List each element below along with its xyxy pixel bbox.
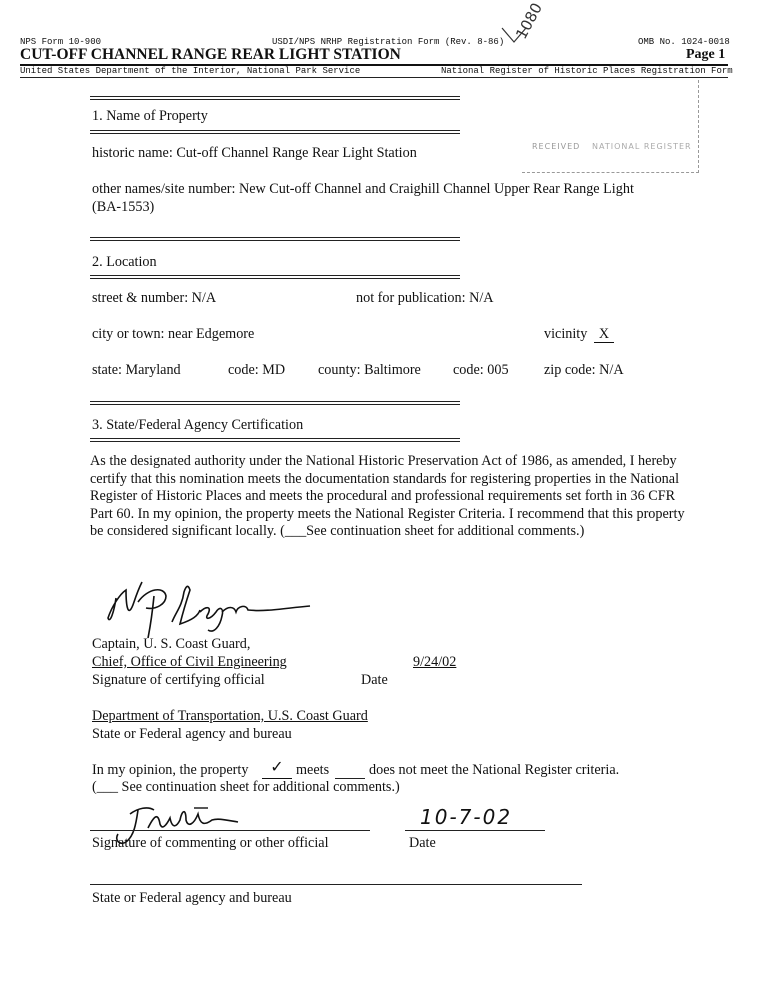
opinion-prefix: In my opinion, the property bbox=[92, 762, 249, 778]
stamp-line-1: RECEIVED bbox=[532, 142, 581, 151]
section3-heading: 3. State/Federal Agency Certification bbox=[92, 417, 304, 433]
vicinity-mark: X bbox=[594, 326, 614, 343]
certification-paragraph: As the designated authority under the National Historic Preservation Act of 1986, as amended, I hereby certify that this nomination meets the documentation standards for registering properties in the National Register of Historic Places and meets the procedural and professional requirements set forth in 36 CFR Part 60. In my opinion, the property meets the National Register Criteria. I recommend that this property be considered significant locally. (___See continuation sheet for additional comments.) bbox=[90, 453, 685, 539]
page-number: Page 1 bbox=[686, 47, 726, 62]
omb-number: OMB No. 1024-0018 bbox=[638, 37, 730, 47]
agency2-label: State or Federal agency and bureau bbox=[92, 890, 292, 906]
signer-title: Chief, Office of Civil Engineering bbox=[92, 654, 287, 670]
commenting-date-label: Date bbox=[409, 835, 436, 851]
county-code: code: 005 bbox=[453, 362, 509, 378]
date-label: Date bbox=[361, 672, 388, 688]
handwritten-mark bbox=[500, 26, 530, 44]
section2-rule-top bbox=[90, 237, 460, 241]
city-town: city or town: near Edgemore bbox=[92, 326, 255, 342]
received-stamp bbox=[522, 80, 699, 173]
document-title: CUT-OFF CHANNEL RANGE REAR LIGHT STATION bbox=[20, 46, 401, 63]
section3-rule-bottom bbox=[90, 438, 460, 442]
agency-label: State or Federal agency and bureau bbox=[92, 726, 292, 742]
register-line: National Register of Historic Places Registration Form bbox=[441, 66, 733, 76]
commenting-signature-line bbox=[90, 830, 370, 831]
street-number: street & number: N/A bbox=[92, 290, 217, 306]
agency-line: United States Department of the Interior, National Park Service bbox=[20, 66, 361, 76]
header-rule-bottom bbox=[20, 77, 728, 78]
other-names-line1: other names/site number: New Cut-off Channel and Craighill Channel Upper Rear Range Light bbox=[92, 181, 634, 197]
not-for-publication: not for publication: N/A bbox=[356, 290, 494, 306]
stamp-line-2: NATIONAL REGISTER bbox=[592, 142, 692, 151]
section1-heading: 1. Name of Property bbox=[92, 108, 208, 124]
certification-date: 9/24/02 bbox=[413, 654, 457, 670]
other-names-line2: (BA-1553) bbox=[92, 199, 155, 215]
county: county: Baltimore bbox=[318, 362, 421, 378]
meets-checkmark: ✓ bbox=[262, 758, 292, 779]
opinion-meets: meets bbox=[296, 762, 330, 778]
form-name: USDI/NPS NRHP Registration Form (Rev. 8-86) bbox=[272, 37, 505, 47]
commenting-signature-label: Signature of commenting or other official bbox=[92, 835, 329, 851]
signer-rank: Captain, U. S. Coast Guard, bbox=[92, 636, 251, 652]
state-code: code: MD bbox=[228, 362, 286, 378]
vicinity-label: vicinity bbox=[544, 326, 588, 342]
opinion-continuation: (___ See continuation sheet for additional comments.) bbox=[92, 779, 400, 795]
section1-rule-top bbox=[90, 96, 460, 100]
commenting-date: 10-7-02 bbox=[420, 805, 513, 829]
agency2-line bbox=[90, 884, 582, 885]
historic-name: historic name: Cut-off Channel Range Rear Light Station bbox=[92, 145, 417, 161]
signature-label: Signature of certifying official bbox=[92, 672, 265, 688]
section1-rule-bottom bbox=[90, 130, 460, 134]
form-id: NPS Form 10-900 bbox=[20, 37, 102, 47]
section2-rule-bottom bbox=[90, 275, 460, 279]
agency-value: Department of Transportation, U.S. Coast Guard bbox=[92, 708, 368, 724]
zip-code: zip code: N/A bbox=[544, 362, 624, 378]
opinion-does-not-meet: does not meet the National Register criteria. bbox=[369, 762, 620, 778]
section3-rule-top bbox=[90, 401, 460, 405]
commenting-date-line bbox=[405, 830, 545, 831]
handwritten-number: 1080 bbox=[512, 0, 547, 43]
section2-heading: 2. Location bbox=[92, 254, 157, 270]
state: state: Maryland bbox=[92, 362, 181, 378]
